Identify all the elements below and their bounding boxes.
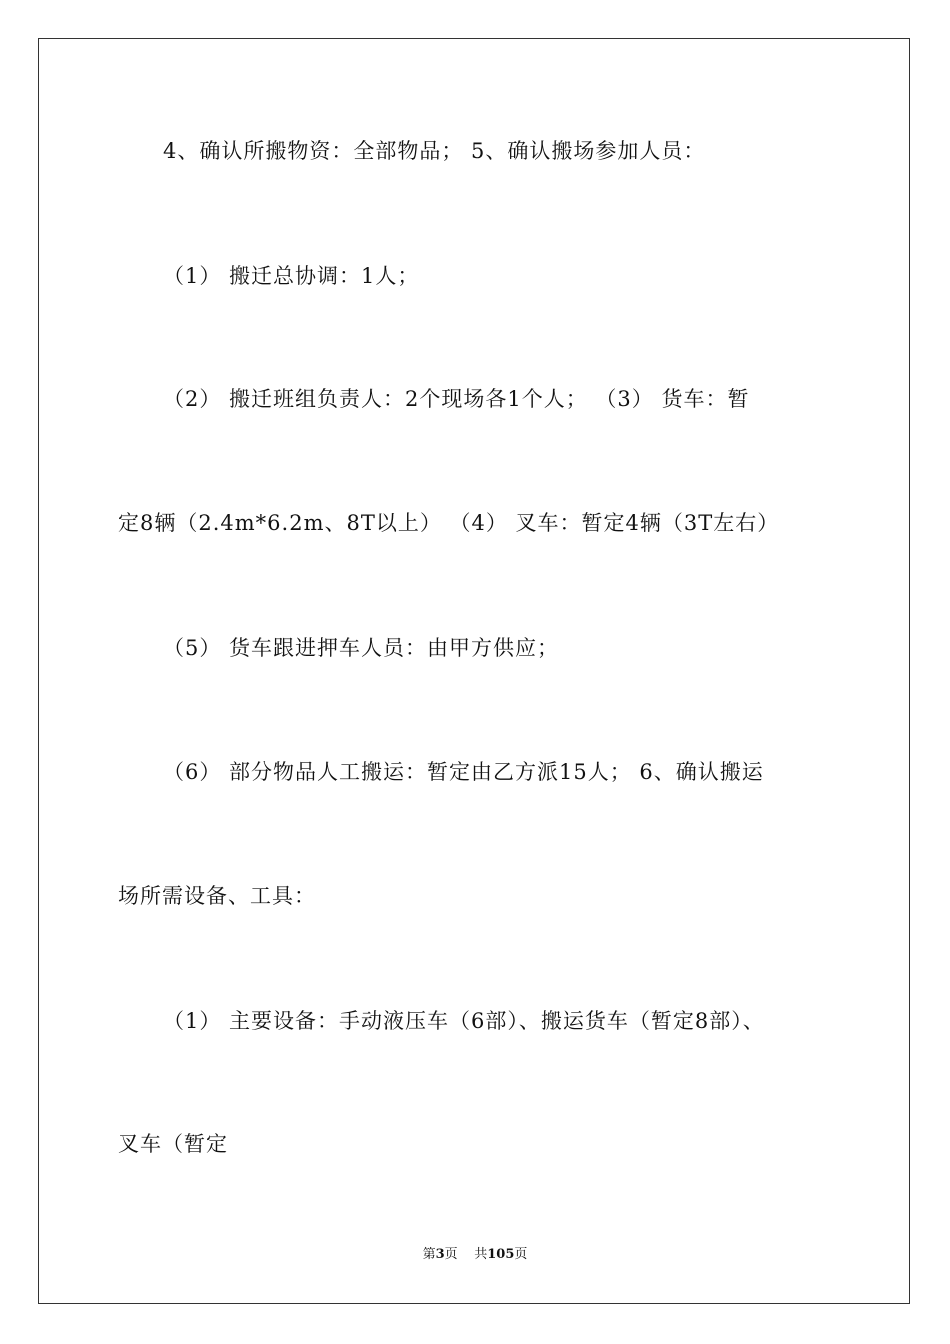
footer-page-prefix: 第 (422, 1247, 436, 1262)
page-footer (0, 1246, 950, 1264)
footer-page-suffix: 页 (444, 1247, 458, 1262)
footer-total-prefix: 共 (474, 1247, 488, 1262)
text-line-6: （6） 部分物品人工搬运：暂定由乙方派15人； 6、确认搬运 (163, 760, 764, 784)
footer-total-pages: 105 (487, 1247, 515, 1262)
text-line-9: 叉车（暂定 (118, 1132, 228, 1156)
footer-total-suffix: 页 (514, 1247, 528, 1262)
text-line-3: （2） 搬迁班组负责人：2个现场各1个人； （3） 货车：暂 (163, 387, 750, 411)
text-line-1: 4、确认所搬物资：全部物品； 5、确认搬场参加人员： (163, 139, 706, 163)
page-frame (38, 38, 910, 1304)
text-line-5: （5） 货车跟进押车人员：由甲方供应； (163, 636, 560, 660)
text-line-2: （1） 搬迁总协调：1人； (163, 264, 420, 288)
text-line-4: 定8辆（2.4m*6.2m、8T以上） （4） 叉车：暂定4辆（3T左右） (118, 511, 780, 535)
footer-page-number: 3 (435, 1247, 445, 1262)
text-line-7: 场所需设备、工具： (118, 884, 316, 908)
text-line-8: （1） 主要设备：手动液压车（6部）、搬运货车（暂定8部）、 (163, 1009, 765, 1033)
